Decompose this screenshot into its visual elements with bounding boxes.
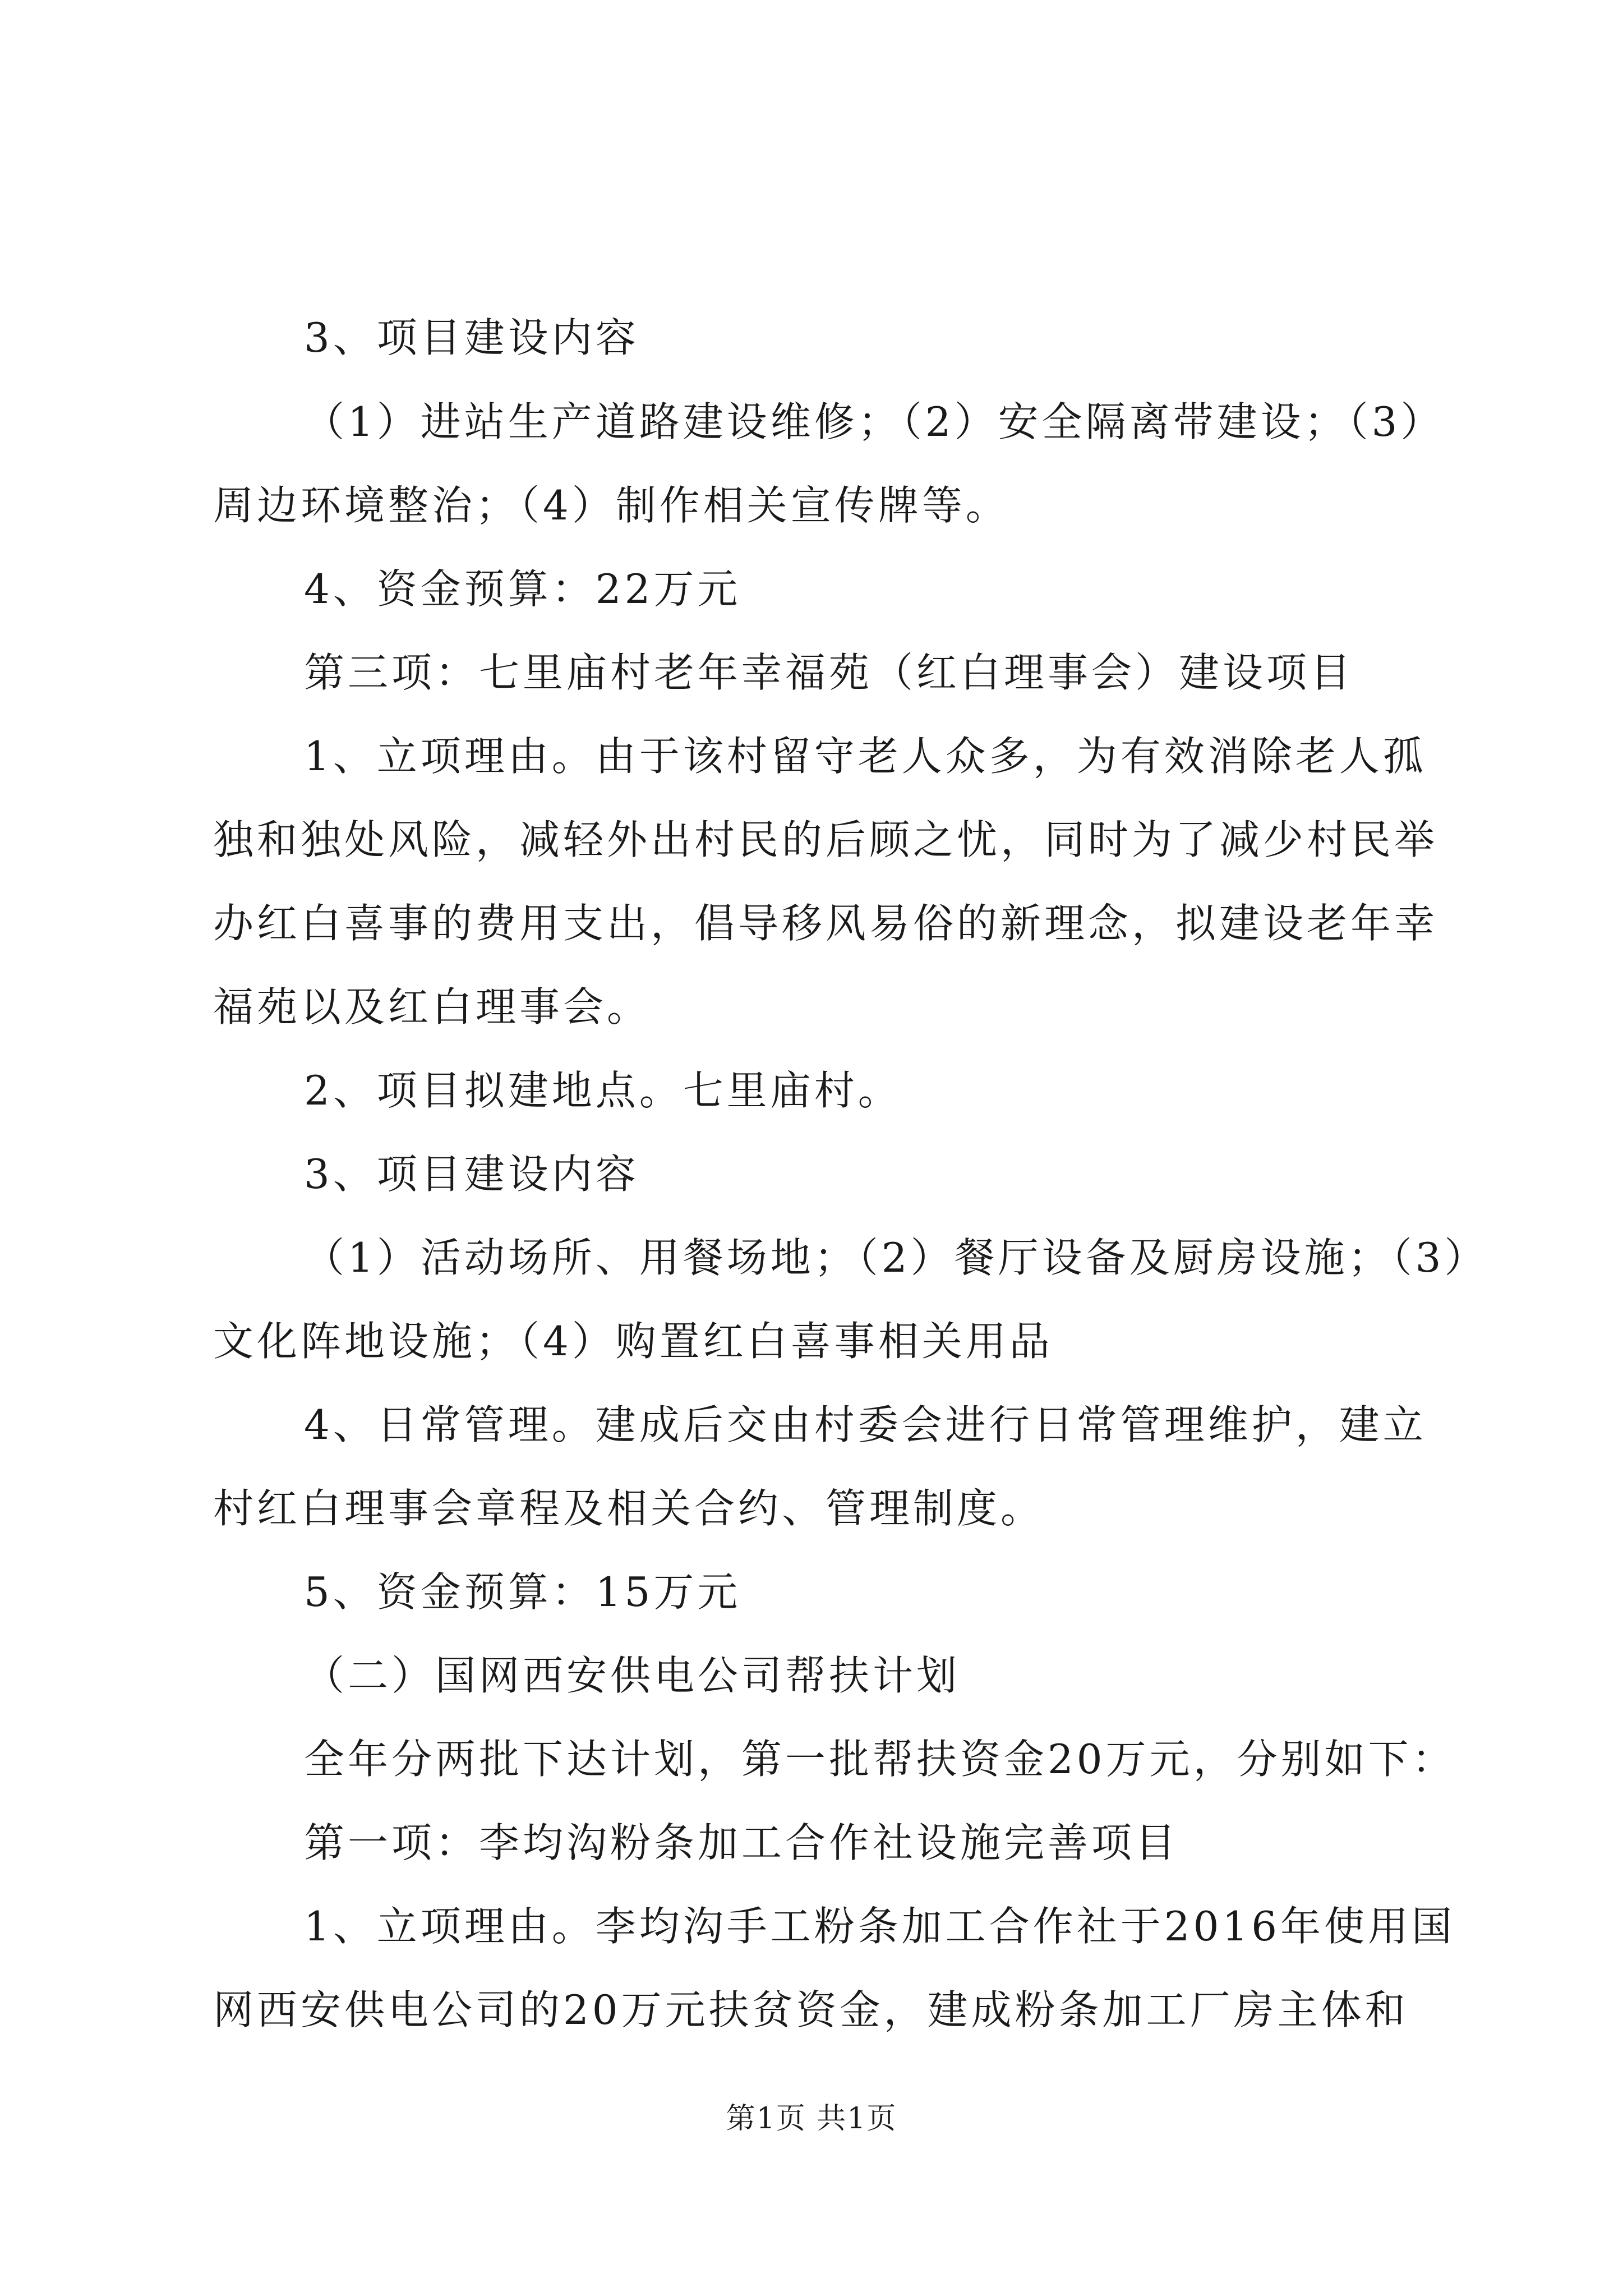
item-heading: 第一项：李均沟粉条加工合作社设施完善项目 [304,1819,1179,1866]
body-text-line: （1）进站生产道路建设维修；（2）安全隔离带建设；（3） [304,398,1445,445]
body-text-line: 网西安供电公司的20万元扶贫资金，建成粉条加工厂房主体和 [213,1986,1409,2033]
body-text-line: 2、项目拟建地点。七里庙村。 [304,1067,902,1114]
budget-line: 5、资金预算：15万元 [304,1568,741,1616]
body-text-line: 福苑以及红白理事会。 [213,983,651,1030]
section-heading: 3、项目建设内容 [304,1151,639,1198]
body-text-line: 1、立项理由。李均沟手工粉条加工合作社于2016年使用国 [304,1903,1456,1950]
body-text-line: 全年分两批下达计划，第一批帮扶资金20万元，分别如下： [304,1736,1456,1783]
page-footer: 第1页 共1页 [726,2102,897,2136]
subsection-heading: （二）国网西安供电公司帮扶计划 [304,1652,961,1699]
body-text-line: （1）活动场所、用餐场地；（2）餐厅设备及厨房设施；（3） [304,1234,1488,1281]
body-text-line: 周边环境整治；（4）制作相关宣传牌等。 [213,482,1009,529]
body-text-line: 村红白理事会章程及相关合约、管理制度。 [213,1485,1045,1532]
body-text-line: 4、日常管理。建成后交由村委会进行日常管理维护，建立 [304,1401,1427,1448]
body-text-line: 文化阵地设施；（4）购置红白喜事相关用品 [213,1318,1053,1365]
body-text-line: 独和独处风险，减轻外出村民的后顾之忧，同时为了减少村民举 [213,816,1438,863]
budget-line: 4、资金预算：22万元 [304,565,741,613]
body-text-line: 办红白喜事的费用支出，倡导移风易俗的新理念，拟建设老年幸 [213,900,1438,947]
item-heading: 第三项：七里庙村老年幸福苑（红白理事会）建设项目 [304,649,1354,696]
body-text-line: 1、立项理由。由于该村留守老人众多，为有效消除老人孤 [304,733,1427,780]
section-heading: 3、项目建设内容 [304,314,639,361]
